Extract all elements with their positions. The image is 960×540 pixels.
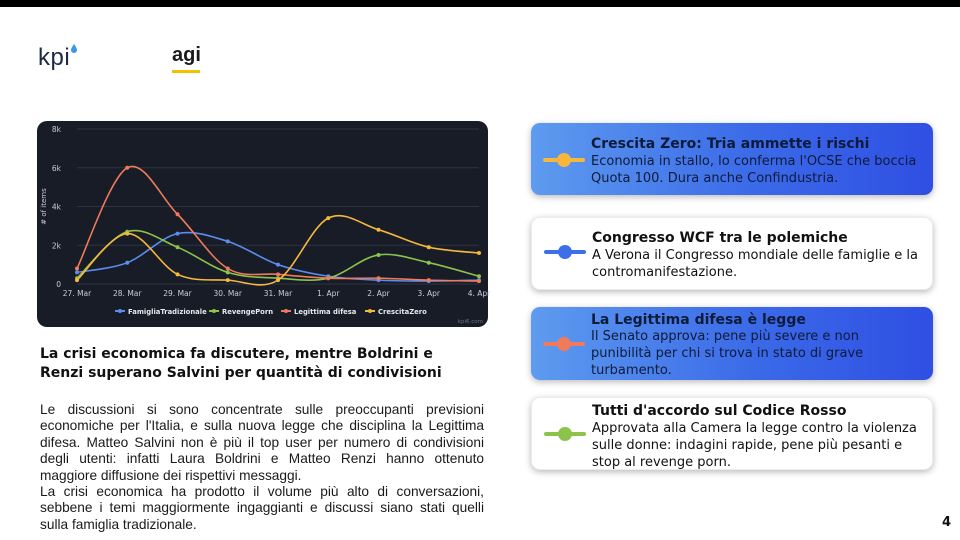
- series-marker-legittima-difesa: [543, 337, 585, 351]
- x-tick-label: 2. Apr: [367, 289, 390, 298]
- data-point-famigliatradizionale: [75, 270, 79, 274]
- legend-label-revengeporn: RevengePorn: [222, 308, 274, 316]
- x-tick-label: 28. Mar: [113, 289, 142, 298]
- data-point-crescitazero: [377, 228, 381, 232]
- body-paragraph-1: Le discussioni si sono concentrate sulle preoccupanti previsioni economiche per l'Italia, e sulla nuova legge che disciplina la Legittima difesa. Matteo Salvini non è più il top user per numero di condivisioni degli utenti: infatti Laura Boldrini e Matteo Renzi hanno ottenuto maggiore diffusione dei rispettivi messaggi.: [40, 402, 484, 483]
- top-bar: [0, 0, 960, 7]
- y-tick-label: 4k: [51, 202, 61, 212]
- kpi-logo-text: kpi: [38, 44, 71, 71]
- data-point-legittima-difesa: [226, 267, 230, 271]
- line-chart-panel: [37, 121, 491, 327]
- data-point-legittima-difesa: [75, 267, 79, 271]
- data-point-crescitazero: [326, 216, 330, 220]
- chart-credit: kpi6.com: [457, 319, 483, 325]
- data-point-crescitazero: [276, 278, 280, 282]
- data-point-legittima-difesa: [427, 278, 431, 282]
- data-point-legittima-difesa: [326, 276, 330, 280]
- agi-logo-text: agi: [172, 44, 201, 66]
- data-point-famigliatradizionale: [276, 263, 280, 267]
- card-text: Approvata alla Camera la legge contro la violenza sulle donne: indagini rapide, pene più pesanti e stop al revenge porn.: [592, 421, 917, 470]
- data-point-legittima-difesa: [176, 212, 180, 216]
- data-point-legittima-difesa: [377, 276, 381, 280]
- legend-dot-famigliatradizionale: [118, 309, 122, 313]
- agi-logo-underline: [172, 70, 200, 73]
- body-text: [40, 402, 484, 533]
- news-card-congresso-wcf: [531, 217, 933, 290]
- drop-icon: [71, 44, 77, 53]
- card-text: A Verona il Congresso mondiale delle famiglie e la contromanifestazione.: [592, 248, 918, 280]
- series-marker-famiglia: [544, 245, 586, 259]
- data-point-revengeporn: [427, 261, 431, 265]
- x-tick-label: 3. Apr: [417, 289, 441, 298]
- card-title: Congresso WCF tra le polemiche: [592, 230, 848, 246]
- x-tick-label: 31. Mar: [263, 289, 293, 298]
- kpi-logo: [38, 44, 77, 72]
- data-point-crescitazero: [125, 232, 129, 236]
- y-tick-label: 0: [56, 280, 61, 289]
- series-marker-crescita-zero: [543, 153, 585, 167]
- news-card-crescita-zero: [531, 123, 933, 195]
- data-point-legittima-difesa: [276, 272, 280, 276]
- data-point-crescitazero: [226, 278, 230, 282]
- data-point-revengeporn: [176, 245, 180, 249]
- body-paragraph-2: La crisi economica ha prodotto il volume più alto di conversazioni, sebbene i temi maggiormente ingaggianti e discussi siano stati quelli sulla famiglia tradizionale.: [40, 484, 484, 532]
- data-point-famigliatradizionale: [226, 239, 230, 243]
- data-point-legittima-difesa: [125, 166, 129, 170]
- line-chart: [37, 121, 491, 327]
- legend-label-crescitazero: CrescitaZero: [378, 308, 427, 316]
- news-card-codice-rosso: [531, 397, 933, 470]
- data-point-crescitazero: [75, 278, 79, 282]
- legend-dot-crescitazero: [368, 309, 372, 313]
- card-text: Economia in stallo, lo conferma l'OCSE che boccia Quota 100. Dura anche Confindustria.: [591, 154, 917, 186]
- data-point-famigliatradizionale: [176, 232, 180, 236]
- data-point-crescitazero: [427, 245, 431, 249]
- data-point-famigliatradizionale: [125, 261, 129, 265]
- y-tick-label: 8k: [51, 125, 61, 134]
- y-tick-label: 6k: [51, 163, 61, 173]
- data-point-revengeporn: [377, 253, 381, 257]
- legend-label-legittima-difesa: Legittima difesa: [294, 308, 357, 316]
- series-marker-revenge-porn: [544, 427, 586, 441]
- card-title: La Legittima difesa è legge: [591, 312, 806, 328]
- x-tick-label: 1. Apr: [316, 289, 340, 298]
- y-axis-label: # of items: [40, 188, 48, 225]
- page-number: 4: [942, 515, 952, 530]
- legend-dot-legittima-difesa: [284, 309, 288, 313]
- news-card-legittima-difesa: [531, 307, 933, 380]
- section-headline: La crisi economica fa discutere, mentre Boldrini e Renzi superano Salvini per quantità di condivisioni: [40, 346, 442, 381]
- legend-label-famigliatradizionale: FamigliaTradizionale: [128, 308, 207, 316]
- legend-dot-revengeporn: [212, 309, 216, 313]
- x-tick-label: 30. Mar: [213, 289, 242, 298]
- data-point-legittima-difesa: [477, 279, 481, 283]
- card-title: Tutti d'accordo sul Codice Rosso: [592, 403, 847, 419]
- y-tick-label: 2k: [51, 241, 61, 251]
- x-tick-label: 27. Mar: [62, 289, 92, 298]
- x-tick-label: 4. Apr: [467, 289, 491, 298]
- data-point-revengeporn: [477, 274, 481, 278]
- card-title: Crescita Zero: Tria ammette i rischi: [591, 136, 870, 152]
- data-point-crescitazero: [477, 251, 481, 255]
- data-point-revengeporn: [226, 270, 230, 274]
- agi-logo: [172, 44, 201, 67]
- card-text: Il Senato approva: pene più severe e non punibilità per chi si trova in stato di grave turbamento.: [591, 329, 864, 378]
- data-point-crescitazero: [176, 272, 180, 276]
- x-tick-label: 29. Mar: [163, 289, 192, 298]
